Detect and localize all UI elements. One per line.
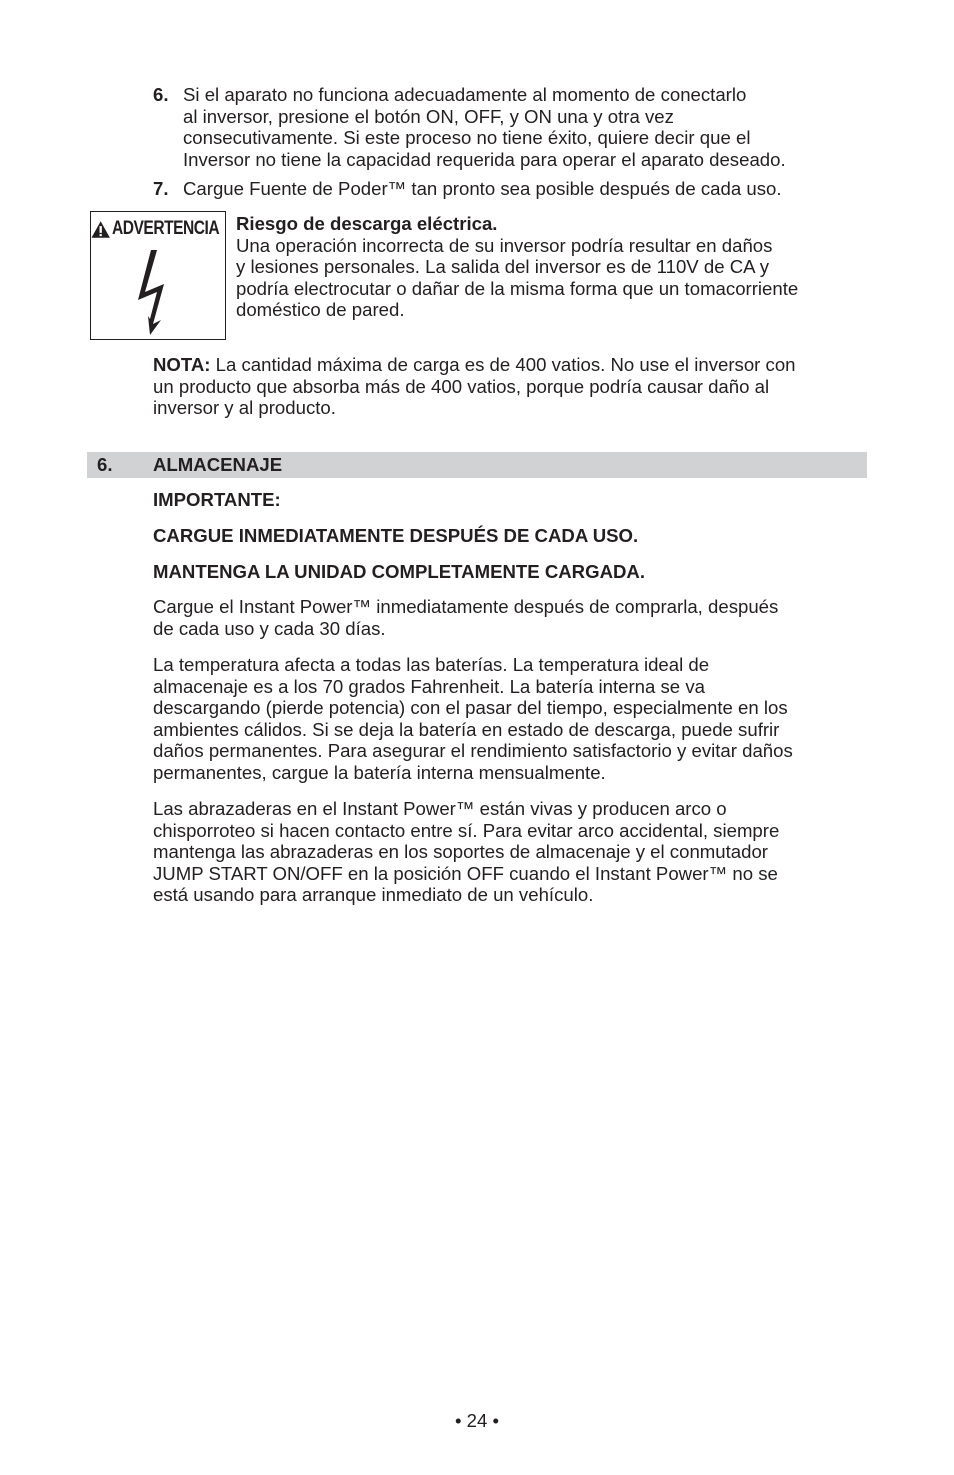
step-text (183, 178, 873, 200)
text-line: chisporroteo si hacen contacto entre sí. Para evitar arco accidental, siempre (153, 819, 780, 841)
warning-heading: Riesgo de descarga eléctrica. (236, 213, 498, 234)
text-line (153, 354, 868, 376)
lightning-bolt-icon (131, 248, 183, 336)
text-line: de cada uso y cada 30 días. (153, 617, 386, 639)
text-line: Cargue el Instant Power™ inmediatamente después de comprarla, después (153, 596, 779, 617)
section-number: 6. (97, 454, 113, 475)
step-number: 7. (153, 178, 169, 199)
step-6 (153, 84, 873, 170)
text-line: inversor y al producto. (153, 397, 336, 419)
text-line: ambientes cálidos. Si se deja la batería en estado de descarga, puede sufrir (153, 718, 780, 740)
step-7 (153, 178, 873, 200)
text-line: un producto que absorba más de 400 vatios, porque podría causar daño al (153, 375, 770, 397)
text-line: Cargue Fuente de Poder™ tan pronto sea posible después de cada uso. (183, 178, 782, 199)
text-line: consecutivamente. Si este proceso no tiene éxito, quiere decir que el (183, 127, 751, 149)
text-line: almacenaje es a los 70 grados Fahrenheit. La batería interna se va (153, 675, 705, 697)
text-line: Si el aparato no funciona adecuadamente al momento de conectarlo (183, 84, 747, 105)
text-line: mantenga las abrazaderas en los soportes de almacenaje y el conmutador (153, 841, 768, 863)
text-line: JUMP START ON/OFF en la posición OFF cuando el Instant Power™ no se (153, 862, 778, 884)
page-number: • 24 • (454, 1410, 500, 1431)
importante-heading: IMPORTANTE: (153, 489, 281, 510)
text-line: daños permanentes. Para asegurar el rendimiento satisfactorio y evitar daños (153, 740, 793, 762)
text-line: Las abrazaderas en el Instant Power™ están vivas y producen arco o (153, 798, 727, 819)
section-header (87, 452, 867, 478)
warning-text (236, 213, 871, 321)
step-number: 6. (153, 84, 169, 105)
text-line: está usando para arranque inmediato de un vehículo. (153, 884, 594, 906)
text-line: podría electrocutar o dañar de la misma forma que un tomacorriente (236, 277, 799, 299)
text-line: Una operación incorrecta de su inversor podría resultar en daños (236, 234, 773, 256)
warning-triangle-icon (91, 220, 110, 239)
mantenga-heading: MANTENGA LA UNIDAD COMPLETAMENTE CARGADA. (153, 561, 646, 582)
warning-label-text: ADVERTENCIA (112, 218, 220, 240)
paragraph-charge (153, 596, 868, 639)
paragraph-clamps (153, 798, 868, 906)
section-title: ALMACENAJE (153, 454, 283, 475)
step-text (183, 84, 873, 170)
paragraph-temperature (153, 654, 868, 784)
nota-paragraph (153, 354, 868, 419)
warning-symbol-box (90, 211, 226, 340)
text-line: al inversor, presione el botón ON, OFF, y ON una y otra vez (183, 105, 674, 127)
text-line: descargando (pierde potencia) con el pasar del tiempo, especialmente en los (153, 697, 788, 719)
warning-label (91, 215, 225, 243)
nota-first-line: La cantidad máxima de carga es de 400 vatios. No use el inversor con (210, 354, 796, 375)
text-line: Inversor no tiene la capacidad requerida para operar el aparato deseado. (183, 148, 786, 170)
nota-label: NOTA: (153, 354, 211, 375)
text-line: La temperatura afecta a todas las baterías. La temperatura ideal de (153, 654, 710, 675)
text-line: permanentes, cargue la batería interna mensualmente. (153, 761, 606, 783)
text-line: doméstico de pared. (236, 299, 405, 321)
text-line: y lesiones personales. La salida del inversor es de 110V de CA y (236, 256, 769, 278)
cargue-heading: CARGUE INMEDIATAMENTE DESPUÉS DE CADA USO. (153, 525, 639, 546)
